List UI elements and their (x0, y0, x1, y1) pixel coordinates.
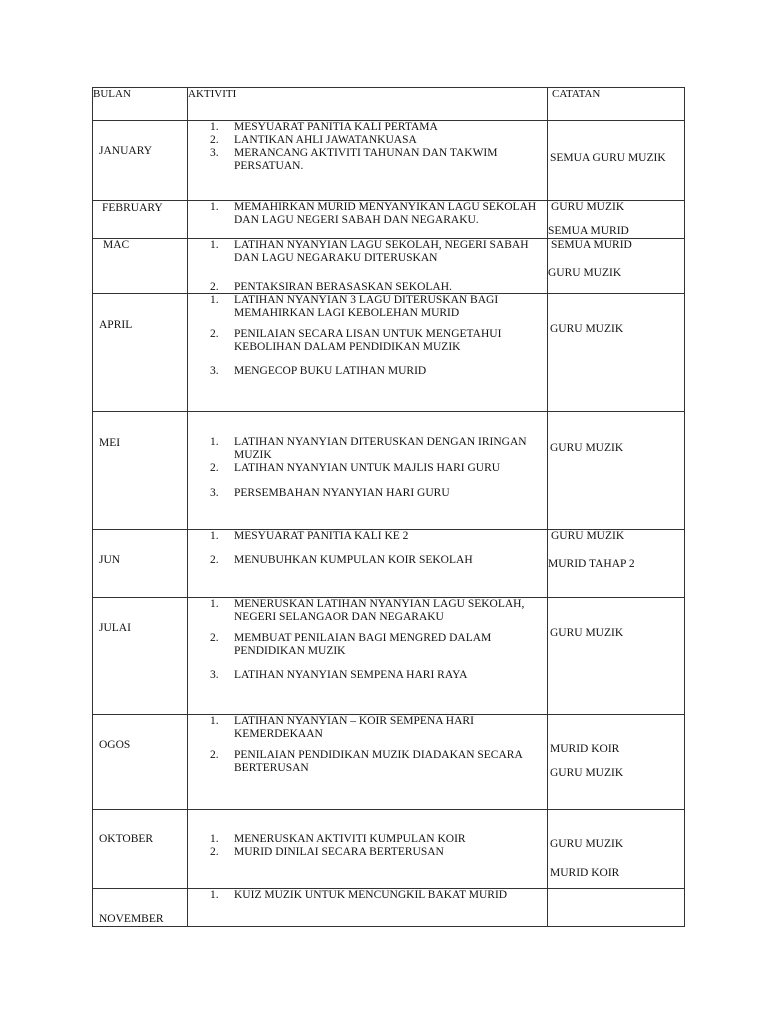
table-row (93, 121, 685, 201)
month-cell (93, 715, 188, 810)
note-cell (548, 530, 685, 598)
list-item: 2. LATIHAN NYANYIAN UNTUK MAJLIS HARI GURU (210, 462, 501, 474)
note-cell (548, 810, 685, 889)
table-header-row (93, 88, 685, 121)
note-cell (548, 121, 685, 201)
list-item: 1. MESYUARAT PANITIA KALI PERTAMA (210, 121, 438, 133)
list-item: 2. MURID DINILAI SECARA BERTERUSAN (210, 846, 444, 858)
month-cell (93, 810, 188, 889)
list-item: 1. LATIHAN NYANYIAN – KOIR SEMPENA HARI KEMERDEKAAN (210, 715, 474, 740)
note-text: MURID TAHAP 2 (548, 558, 635, 570)
note-cell (548, 239, 685, 294)
note-text: MURID KOIR (550, 743, 620, 755)
header-note: CATATAN (548, 88, 685, 121)
list-item: 2. MEMBUAT PENILAIAN BAGI MENGRED DALAM PENDIDIKAN MUZIK (210, 632, 492, 657)
note-cell (548, 412, 685, 530)
list-item: 2. MENUBUHKAN KUMPULAN KOIR SEKOLAH (210, 554, 473, 566)
list-item: 1. LATIHAN NYANYIAN 3 LAGU DITERUSKAN BAGI MEMAHIRKAN LAGI KEBOLEHAN MURID (210, 294, 499, 319)
month-cell (93, 598, 188, 715)
activity-cell (188, 121, 548, 201)
list-item: 1. KUIZ MUZIK UNTUK MENCUNGKIL BAKAT MURID (210, 889, 508, 901)
activity-cell (188, 239, 548, 294)
table-row (93, 715, 685, 810)
month-label: MEI (99, 437, 121, 449)
note-text: GURU MUZIK (550, 442, 624, 454)
note-cell (548, 715, 685, 810)
activity-cell (188, 810, 548, 889)
activity-cell (188, 889, 548, 927)
month-cell (93, 294, 188, 412)
activity-plan-table (92, 87, 685, 927)
note-text: GURU MUZIK (551, 201, 625, 213)
note-text: GURU MUZIK (550, 323, 624, 335)
list-item: 2. PENTAKSIRAN BERASASKAN SEKOLAH. (210, 281, 452, 293)
activity-cell (188, 294, 548, 412)
header-month: BULAN (93, 88, 188, 121)
header-activity: AKTIVITI (188, 88, 548, 121)
month-cell (93, 201, 188, 239)
month-label: JUN (99, 554, 121, 566)
note-text: GURU MUZIK (551, 530, 625, 542)
list-item: 2. PENILAIAN PENDIDIKAN MUZIK DIADAKAN SECARA BERTERUSAN (210, 749, 523, 774)
month-cell (93, 889, 188, 927)
month-label: NOVEMBER (99, 913, 164, 925)
list-item: 1. MESYUARAT PANITIA KALI KE 2 (210, 530, 409, 542)
list-item: 1. MENERUSKAN AKTIVITI KUMPULAN KOIR (210, 833, 466, 845)
month-label: OGOS (99, 739, 131, 751)
activity-cell (188, 715, 548, 810)
note-text: MURID KOIR (550, 867, 620, 879)
note-text: GURU MUZIK (550, 838, 624, 850)
note-text: GURU MUZIK (548, 267, 622, 279)
note-text: SEMUA GURU MUZIK (550, 152, 666, 164)
activity-cell (188, 530, 548, 598)
list-item: 1. MEMAHIRKAN MURID MENYANYIKAN LAGU SEKOLAH DAN LAGU NEGERI SABAH DAN NEGARAKU. (210, 201, 537, 226)
activity-cell (188, 201, 548, 239)
note-text: SEMUA MURID (551, 239, 632, 251)
list-item: 1. LATIHAN NYANYIAN DITERUSKAN DENGAN IRINGAN MUZIK (210, 436, 527, 461)
month-cell (93, 412, 188, 530)
list-item: 2. LANTIKAN AHLI JAWATANKUASA (210, 134, 417, 146)
month-label: APRIL (99, 319, 133, 331)
note-cell (548, 889, 685, 927)
note-cell (548, 201, 685, 239)
month-cell (93, 239, 188, 294)
list-item: 3. MERANCANG AKTIVITI TAHUNAN DAN TAKWIM PERSATUAN. (210, 147, 498, 172)
month-cell (93, 121, 188, 201)
table-row (93, 810, 685, 889)
table-row (93, 294, 685, 412)
list-item: 3. MENGECOP BUKU LATIHAN MURID (210, 365, 427, 377)
month-label: MAC (103, 239, 130, 251)
table-row (93, 889, 685, 927)
list-item: 3. LATIHAN NYANYIAN SEMPENA HARI RAYA (210, 669, 468, 681)
note-cell (548, 294, 685, 412)
month-label: JULAI (99, 622, 131, 634)
table-row (93, 530, 685, 598)
note-text: SEMUA MURID (548, 225, 629, 237)
table-row (93, 201, 685, 239)
activity-cell (188, 598, 548, 715)
activity-cell (188, 412, 548, 530)
note-text: GURU MUZIK (550, 767, 624, 779)
table-row (93, 239, 685, 294)
list-item: 1. LATIHAN NYANYIAN LAGU SEKOLAH, NEGERI SABAH DAN LAGU NEGARAKU DITERUSKAN (210, 239, 529, 264)
month-cell (93, 530, 188, 598)
table-row (93, 412, 685, 530)
table-row (93, 598, 685, 715)
month-label: JANUARY (99, 145, 153, 157)
note-text: GURU MUZIK (550, 627, 624, 639)
list-item: 3. PERSEMBAHAN NYANYIAN HARI GURU (210, 487, 450, 499)
list-item: 2. PENILAIAN SECARA LISAN UNTUK MENGETAHUI KEBOLIHAN DALAM PENDIDIKAN MUZIK (210, 328, 502, 353)
month-label: FEBRUARY (102, 202, 163, 214)
list-item: 1. MENERUSKAN LATIHAN NYANYIAN LAGU SEKOLAH, NEGERI SELANGAOR DAN NEGARAKU (210, 598, 525, 623)
month-label: OKTOBER (99, 833, 154, 845)
note-cell (548, 598, 685, 715)
